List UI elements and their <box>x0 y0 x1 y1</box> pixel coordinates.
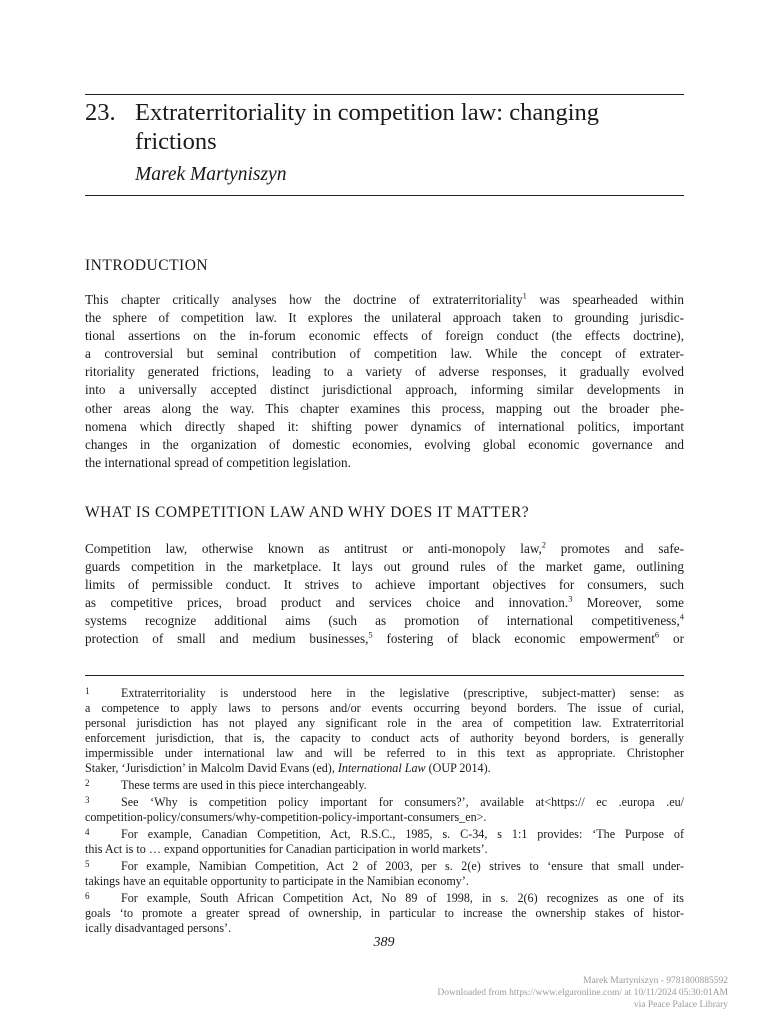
competition-law-paragraph <box>85 540 684 649</box>
chapter-number: 23. <box>85 99 116 126</box>
footnote-rule <box>85 675 684 676</box>
introduction-paragraph <box>85 291 684 472</box>
chapter-title <box>85 98 685 156</box>
footnote-3 <box>85 793 684 825</box>
footnote-number: 4 <box>85 827 90 837</box>
paragraph-line: tional assertions on the in-forum economic effects of foreign conduct (the effects doctrine), <box>85 328 684 344</box>
section-heading-introduction: INTRODUCTION <box>85 257 209 274</box>
title-top-rule <box>85 94 684 95</box>
paragraph-line: other areas along the way. This chapter examines this process, mapping out the broader phe- <box>85 400 684 416</box>
paragraph-line: a controversial but seminal contribution of competition law. While the concept of extrater- <box>85 346 684 362</box>
footnote-link[interactable]: See ‘Why is competition policy important for consumers?’, available at<https:// ec .europa .eu/ <box>121 795 684 809</box>
chapter-author: Marek Martyniszyn <box>135 164 287 185</box>
chapter-title-line-2: frictions <box>135 128 217 155</box>
page-number: 389 <box>373 935 395 950</box>
footnote-2: 2 These terms are used in this piece interchangeably. <box>85 778 367 792</box>
watermark-line: via Peace Palace Library <box>633 1000 728 1010</box>
footnotes <box>85 684 684 936</box>
footnote-1: 1 Extraterritoriality is understood here in the legislative (prescriptive, subject-matter) sense: as a competence to apply laws to persons and/or events occurring beyond borders. The issue of curial, personal jurisdiction has not played any significant role in the area of competition law. Extraterritorial enforcement jurisdiction, that is, the capacity to conduct acts of authority beyond borders, is generally impermissible under international law and will be referred to in this text as appropriate. Christopher Staker, ‘Jurisdiction’ in Malcolm David Evans (ed), International Law (OUP 2014). <box>85 686 684 775</box>
footnote-number: 1 <box>85 686 90 696</box>
paragraph-line: This chapter critically analyses how the doctrine of extraterritoriality$^1$ was spearheaded within <box>85 291 684 307</box>
paragraph-line: the international spread of competition legislation. <box>85 454 351 470</box>
paragraph-line: protection of small and medium businesses,$^5$ fostering of black economic empowerment$^6$ or <box>85 630 684 647</box>
footnote-5: 5 For example, Namibian Competition, Act 2 of 2003, per s. 2(e) strives to ‘ensure that small under- takings have an equitable opportunity to participate in the Namibian economy’. <box>85 859 684 888</box>
footnote-number: 6 <box>85 891 90 901</box>
footnote-number: 5 <box>85 859 90 869</box>
paragraph-line: ritoriality generated frictions, leading to a variety of adverse responses, it gradually evolved <box>85 364 684 380</box>
footnote-ref[interactable]: 5 <box>368 630 373 641</box>
chapter-title-line-1: Extraterritoriality in competition law: changing <box>135 99 600 126</box>
paragraph-line: changes in the organization of domestic economies, evolving global economic governance and <box>85 436 684 452</box>
paragraph-line: as competitive prices, broad product and services choice and innovation.$^3$ Moreover, some <box>85 594 684 611</box>
footnote-number: 3 <box>85 795 90 805</box>
footnote-ref[interactable]: 2 <box>541 540 547 550</box>
watermark-line: Downloaded from https://www.elgaronline.com/ at 10/11/2024 05:30:01AM <box>437 988 728 998</box>
paragraph-line: into a universally accepted distinct jurisdictional approach, informing similar developments in <box>85 382 684 398</box>
paragraph-line: guards competition in the marketplace. It lays out ground rules of the market game, outlining <box>85 559 684 575</box>
paragraph-line: systems recognize additional aims (such as promotion of international competitiveness,$^4$ <box>85 612 684 629</box>
title-bottom-rule <box>85 195 684 196</box>
footnote-4: 4 For example, Canadian Competition, Act, R.S.C., 1985, s. C-34, s 1:1 provides: ‘The Purpose of this Act is to … expand opportunities for Canadian participation in world markets’. <box>85 827 684 856</box>
paragraph-line: nomena which directly shaped it: shifting power dynamics of international politics, important <box>85 418 684 434</box>
footnote-ref[interactable]: 6 <box>654 630 660 641</box>
paragraph-line: Competition law, otherwise known as antitrust or anti-monopoly law,$^2$ promotes and safe- <box>85 540 684 556</box>
footnote-link[interactable]: competition-policy/consumers/why-competition-policy-important-consumers_en>. <box>85 810 487 824</box>
footnote-ref[interactable]: 1 <box>522 291 527 301</box>
footnote-6: 6 For example, South African Competition Act, No 89 of 1998, in s. 2(6) recognizes as one of its goals ‘to promote a greater spread of ownership, in particular to increase the ownership stakes of histor- ically disadvantaged persons’. <box>85 891 684 935</box>
paragraph-line: the sphere of competition law. It explores the unilateral approach taken to grounding jurisdic- <box>85 310 684 326</box>
footnote-ref[interactable]: 3 <box>568 594 573 604</box>
paragraph-line: limits of permissible conduct. It strives to achieve important objectives for consumers, such <box>85 577 684 593</box>
watermark-line: Marek Martyniszyn - 9781800885592 <box>583 976 728 986</box>
section-heading-competition-law: WHAT IS COMPETITION LAW AND WHY DOES IT MATTER? <box>85 504 530 521</box>
download-watermark <box>437 975 728 1011</box>
footnote-number: 2 <box>85 778 90 788</box>
footnote-ref[interactable]: 4 <box>679 612 684 622</box>
